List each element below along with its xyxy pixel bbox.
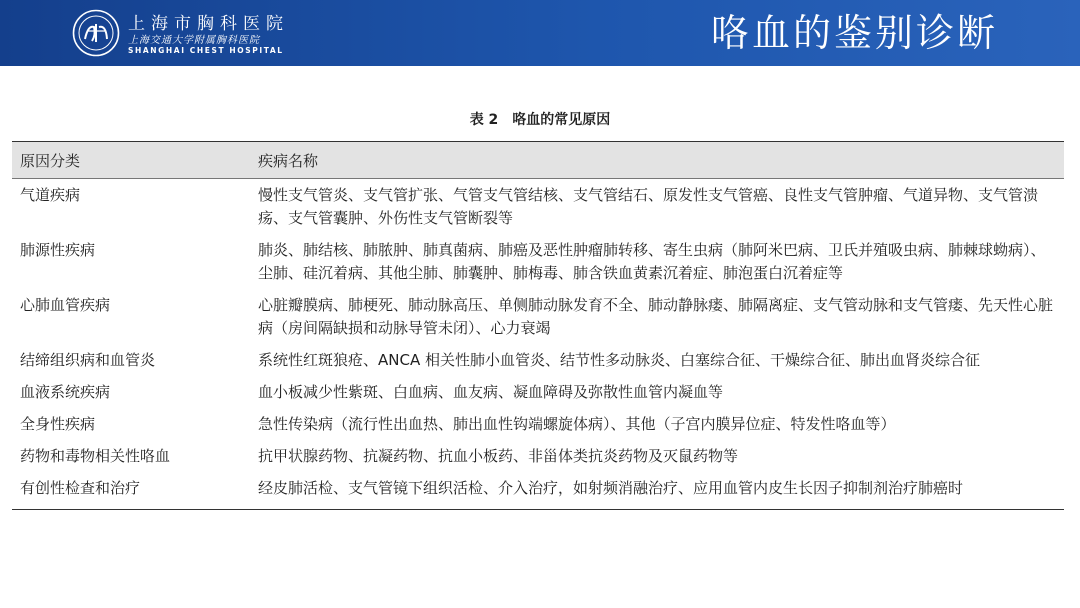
- hospital-subtitle: 上海交通大学附属胸科医院: [128, 35, 260, 46]
- row-category: 气道疾病: [20, 186, 81, 204]
- hospital-logo-icon: [72, 9, 120, 57]
- row-category: 心肺血管疾病: [20, 296, 111, 314]
- row-diseases: 急性传染病（流行性出血热、肺出血性钩端螺旋体病）、其他（子宫内膜异位症、特发性咯血等）: [258, 415, 896, 433]
- column-header-category: 原因分类: [12, 142, 250, 179]
- row-diseases: 心脏瓣膜病、肺梗死、肺动脉高压、单侧肺动脉发育不全、肺动静脉瘘、肺隔离症、支气管动脉和支气管瘘、先天性心脏病（房间隔缺损和动脉导管未闭）、心力衰竭: [258, 296, 1054, 337]
- causes-table: [12, 141, 1064, 510]
- hospital-name-en: SHANGHAI CHEST HOSPITAL: [128, 46, 284, 55]
- hospital-name-cn: 上海市胸科医院: [128, 14, 289, 34]
- row-diseases: 血小板减少性紫斑、白血病、血友病、凝血障碍及弥散性血管内凝血等: [258, 383, 724, 401]
- row-category: 血液系统疾病: [20, 383, 111, 401]
- causes-table-container: [12, 141, 1064, 510]
- table-number: 表 2: [469, 112, 499, 128]
- row-category: 肺源性疾病: [20, 241, 96, 259]
- row-diseases: 肺炎、肺结核、肺脓肿、肺真菌病、肺癌及恶性肿瘤肺转移、寄生虫病（肺阿米巴病、卫氏并殖吸虫病、肺棘球蚴病）、尘肺、硅沉着病、其他尘肺、肺囊肿、肺梅毒、肺含铁血黄素沉着症、肺泡蛋白沉着症等: [258, 241, 1046, 282]
- row-category: 药物和毒物相关性咯血: [20, 447, 171, 465]
- table-row: [12, 234, 1064, 289]
- row-diseases: 经皮肺活检、支气管镜下组织活检、介入治疗，如射频消融治疗、应用血管内皮生长因子抑制剂治疗肺癌时: [250, 472, 1064, 510]
- table-caption: [0, 109, 1080, 129]
- table-row: [12, 408, 1064, 440]
- row-diseases: 慢性支气管炎、支气管扩张、气管支气管结核、支气管结石、原发性支气管癌、良性支气管肿瘤、气道异物、支气管溃疡、支气管囊肿、外伤性支气管断裂等: [258, 186, 1039, 227]
- table-row: [12, 472, 1064, 510]
- table-row: [12, 344, 1064, 376]
- table-row: [12, 289, 1064, 344]
- table-row: [12, 376, 1064, 408]
- row-diseases: 抗甲状腺药物、抗凝药物、抗血小板药、非甾体类抗炎药物及灭鼠药物等: [258, 447, 739, 465]
- row-category: 全身性疾病: [20, 415, 96, 433]
- row-category: 结缔组织病和血管炎: [20, 351, 156, 369]
- column-header-diseases: 疾病名称: [250, 142, 1064, 179]
- row-diseases: 系统性红斑狼疮、ANCA 相关性肺小血管炎、结节性多动脉炎、白塞综合征、干燥综合征、肺出血肾炎综合征: [258, 351, 980, 369]
- table-row: [12, 179, 1064, 235]
- table-header-row: [12, 142, 1064, 179]
- table-row: [12, 440, 1064, 472]
- row-category: 有创性检查和治疗: [12, 472, 250, 510]
- page-title: 咯血的鉴别诊断: [710, 11, 998, 55]
- header-bar: [0, 0, 1080, 66]
- table-title: 咯血的常见原因: [512, 112, 611, 128]
